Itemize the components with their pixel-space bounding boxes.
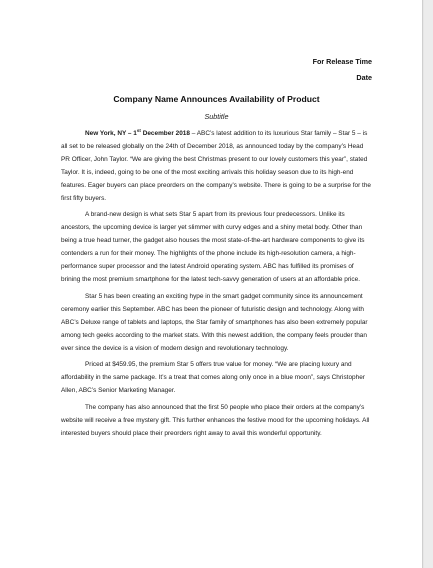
- page-title: Company Name Announces Availability of Product: [113, 94, 320, 104]
- paragraph-4: Priced at $459.95, the premium Star 5 offers true value for money. “We are placing luxury and affordability in the same package. It’s a treat that comes along only once in a blue moon”, says Christopher Allen, ABC’s Senior Marketing Manager.: [61, 361, 365, 395]
- page-subtitle: Subtitle: [204, 112, 229, 121]
- release-date: Date: [356, 73, 372, 82]
- paragraph-text: – ABC’s latest addition to its luxurious Star family – Star 5 – is all set to be released globally on the 24th of December 2018, as announced today by the company’s Head PR Officer, John Taylor. “We are giving the best Christmas present to our lovely customers this year”, stated Taylor. It is, indeed, going to be one of the most exciting arrivals this holiday season due to its high-end features. Eager buyers can place preorders on the company’s website. There is going to be a surprise for the first fifty buyers.: [61, 130, 372, 202]
- release-time: For Release Time: [312, 57, 372, 66]
- paragraph-1: [61, 128, 372, 205]
- dateline: New York, NY – 1st December 2018: [85, 127, 190, 137]
- window-gutter: [424, 0, 433, 568]
- paragraph-3: Star 5 has been creating an exciting hype in the smart gadget community since its announcement ceremony earlier this September. ABC has been the pioneer of futuristic design and technology. Along with ABC’s Deluxe range of tablets and laptops, the Star family of smartphones has also been extremely popular among tech geeks according to the market stats. With this newest addition, the company feels prouder than ever since the device is a vision of modern design and revolutionary technology.: [61, 292, 368, 352]
- paragraph-2: A brand-new design is what sets Star 5 apart from its previous four predecessors. Unlike its ancestors, the upcoming device is larger yet slimmer with curvy edges and a shiny metal body. Other than being a true head turner, the gadget also houses the most state-of-the-art hardware components to give its contenders a run for their money. The highlights of the phone include its high-resolution camera, a high-performance super processor and the latest Android operating system. ABC has fulfilled its promises of brining the most premium smartphone for the latest tech-savvy generation of users at an affordable price.: [61, 211, 365, 283]
- paragraph-5: The company has also announced that the first 50 people who place their orders at the company’s website will receive a free mystery gift. This further enhances the festive mood for the upcoming holidays. All interested buyers should place their preorders right away to avail this wonderful opportunity.: [61, 404, 370, 437]
- release-info: [313, 54, 372, 86]
- press-release-body: [61, 128, 372, 445]
